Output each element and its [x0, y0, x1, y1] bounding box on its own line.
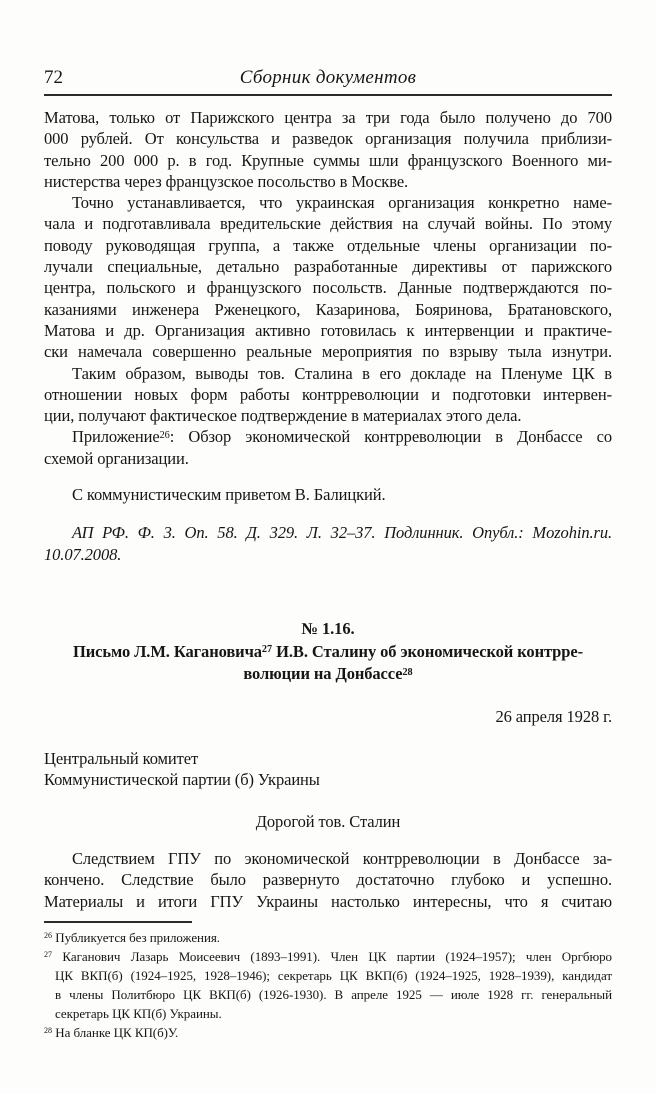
text-line: [44, 426, 612, 447]
running-header: [44, 66, 612, 92]
title-text: И.В. Сталину об экономической контрре-: [272, 641, 583, 661]
paragraph-funding: [44, 107, 612, 192]
footnote-ref-28: 28: [402, 666, 413, 678]
text-line: 10.07.2008.: [44, 544, 122, 564]
archival-reference: [44, 522, 612, 565]
footnote-line: [44, 928, 612, 947]
page-number: 72: [44, 67, 63, 88]
footnote-line: [44, 1023, 612, 1042]
footnote-line: секретарь ЦК КП(б) Украины.: [55, 1005, 222, 1021]
page-body-text: [44, 107, 612, 1042]
text-line: ски намечала совершенно реальные мероприятия по взрыву тыла изнутри.: [44, 342, 612, 362]
text-line: схемой организации.: [44, 448, 189, 468]
document-date: 26 апреля 1928 г.: [495, 706, 612, 726]
footnote-line: в члены Политбюро ЦК ВКП(б) (1926-1930). В апреле 1925 — июле 1928 гг. генеральный: [55, 986, 612, 1002]
address-line: Коммунистической партии (б) Украины: [44, 770, 320, 790]
text-line: ции, получают фактическое подтверждение в материалах этого дела.: [44, 406, 522, 426]
text-line: казаниями инженера Рженецкого, Казаринова, Бояринова, Братановского,: [44, 299, 612, 319]
document-heading: [44, 618, 612, 686]
text-line: лучали специальные, детально разработанные директивы от парижского: [44, 257, 612, 277]
salutation: Дорогой тов. Сталин: [255, 811, 401, 831]
footnote-line: [44, 947, 612, 966]
letter-closing: С коммунистическим приветом В. Балицкий.: [72, 485, 386, 505]
footnote-ref-26: 26: [159, 429, 170, 441]
text-line: поводу руководящая группа, а также отдельные члены организации по-: [44, 235, 612, 255]
footnote-marker: 26: [44, 931, 53, 941]
title-text: Письмо Л.М. Кагановича: [73, 641, 262, 661]
footnote-text: Публикуется без приложения.: [55, 929, 220, 945]
text-line: Следствием ГПУ по экономической контрреволюции в Донбассе за-: [72, 848, 612, 868]
text-line: отношении новых форм работы контрреволюции и подготовки интервен-: [44, 384, 612, 404]
footnote-marker: 27: [44, 950, 53, 960]
text-line: тельно 200 000 р. в год. Крупные суммы шли французского Военного ми-: [44, 150, 612, 170]
text-line: Матова и др. Организация активно готовилась к интервенции и практиче-: [44, 320, 612, 340]
footnote-28: [44, 1023, 612, 1042]
footnotes-block: [44, 928, 612, 1042]
footnote-26: [44, 928, 612, 947]
header-rule: [44, 94, 612, 96]
address-block: [44, 748, 612, 791]
footnote-text: На бланке ЦК КП(б)У.: [55, 1024, 179, 1040]
text-line: Матова, только от Парижского центра за три года было получено до 700: [44, 108, 612, 127]
text-line: нистерства через французское посольство в Москве.: [44, 171, 409, 191]
paragraph-stalin-conclusions: [44, 363, 612, 427]
text-line: центра, польского и французского посольств. Данные подтверждаются по-: [44, 278, 612, 298]
title-text: волюции на Донбассе: [243, 664, 403, 684]
footnote-text: Каганович Лазарь Моисеевич (1893–1991). Член ЦК партии (1924–1957); член Оргбюро: [62, 948, 613, 964]
text-line: Материалы и итоги ГПУ Украины настолько интересны, что я считаю: [44, 891, 612, 911]
document-title-line: [44, 663, 612, 686]
text-line: чала и подготавливала вредительские действия на случай войны. По этому: [44, 214, 612, 234]
attachment-text-pre: Приложение: [72, 427, 160, 447]
text-line: 000 рублей. От консульства и разведок организация получила приблизи-: [44, 129, 612, 149]
text-line: Таким образом, выводы тов. Сталина в его докладе на Пленуме ЦК в: [72, 363, 612, 383]
text-line: кончено. Следствие было развернуто достаточно глубоко и успешно.: [44, 870, 612, 890]
running-title: Сборник документов: [239, 67, 417, 88]
footnote-separator: [44, 921, 192, 923]
attachment-text-post: : Обзор экономической контрреволюции в Донбассе со: [169, 427, 612, 447]
address-line: Центральный комитет: [44, 749, 199, 769]
text-line: Точно устанавливается, что украинская организация конкретно наме-: [72, 193, 612, 213]
document-title-line: [44, 641, 612, 664]
footnote-27: [44, 947, 612, 1023]
paragraph-sabotage: [44, 192, 612, 362]
paragraph-attachment: [44, 426, 612, 469]
paragraph-intro: [44, 848, 612, 912]
document-number: № 1.16.: [301, 618, 355, 638]
footnote-marker: 28: [44, 1026, 53, 1036]
text-line: АП РФ. Ф. 3. Оп. 58. Д. 329. Л. 32–37. Подлинник. Опубл.: Mozohin.ru.: [72, 523, 612, 543]
footnote-ref-27: 27: [261, 643, 273, 655]
footnote-line: ЦК ВКП(б) (1924–1925, 1928–1946); секретарь ЦК ВКП(б) (1924–1925, 1928–1939), кандидат: [55, 967, 612, 983]
